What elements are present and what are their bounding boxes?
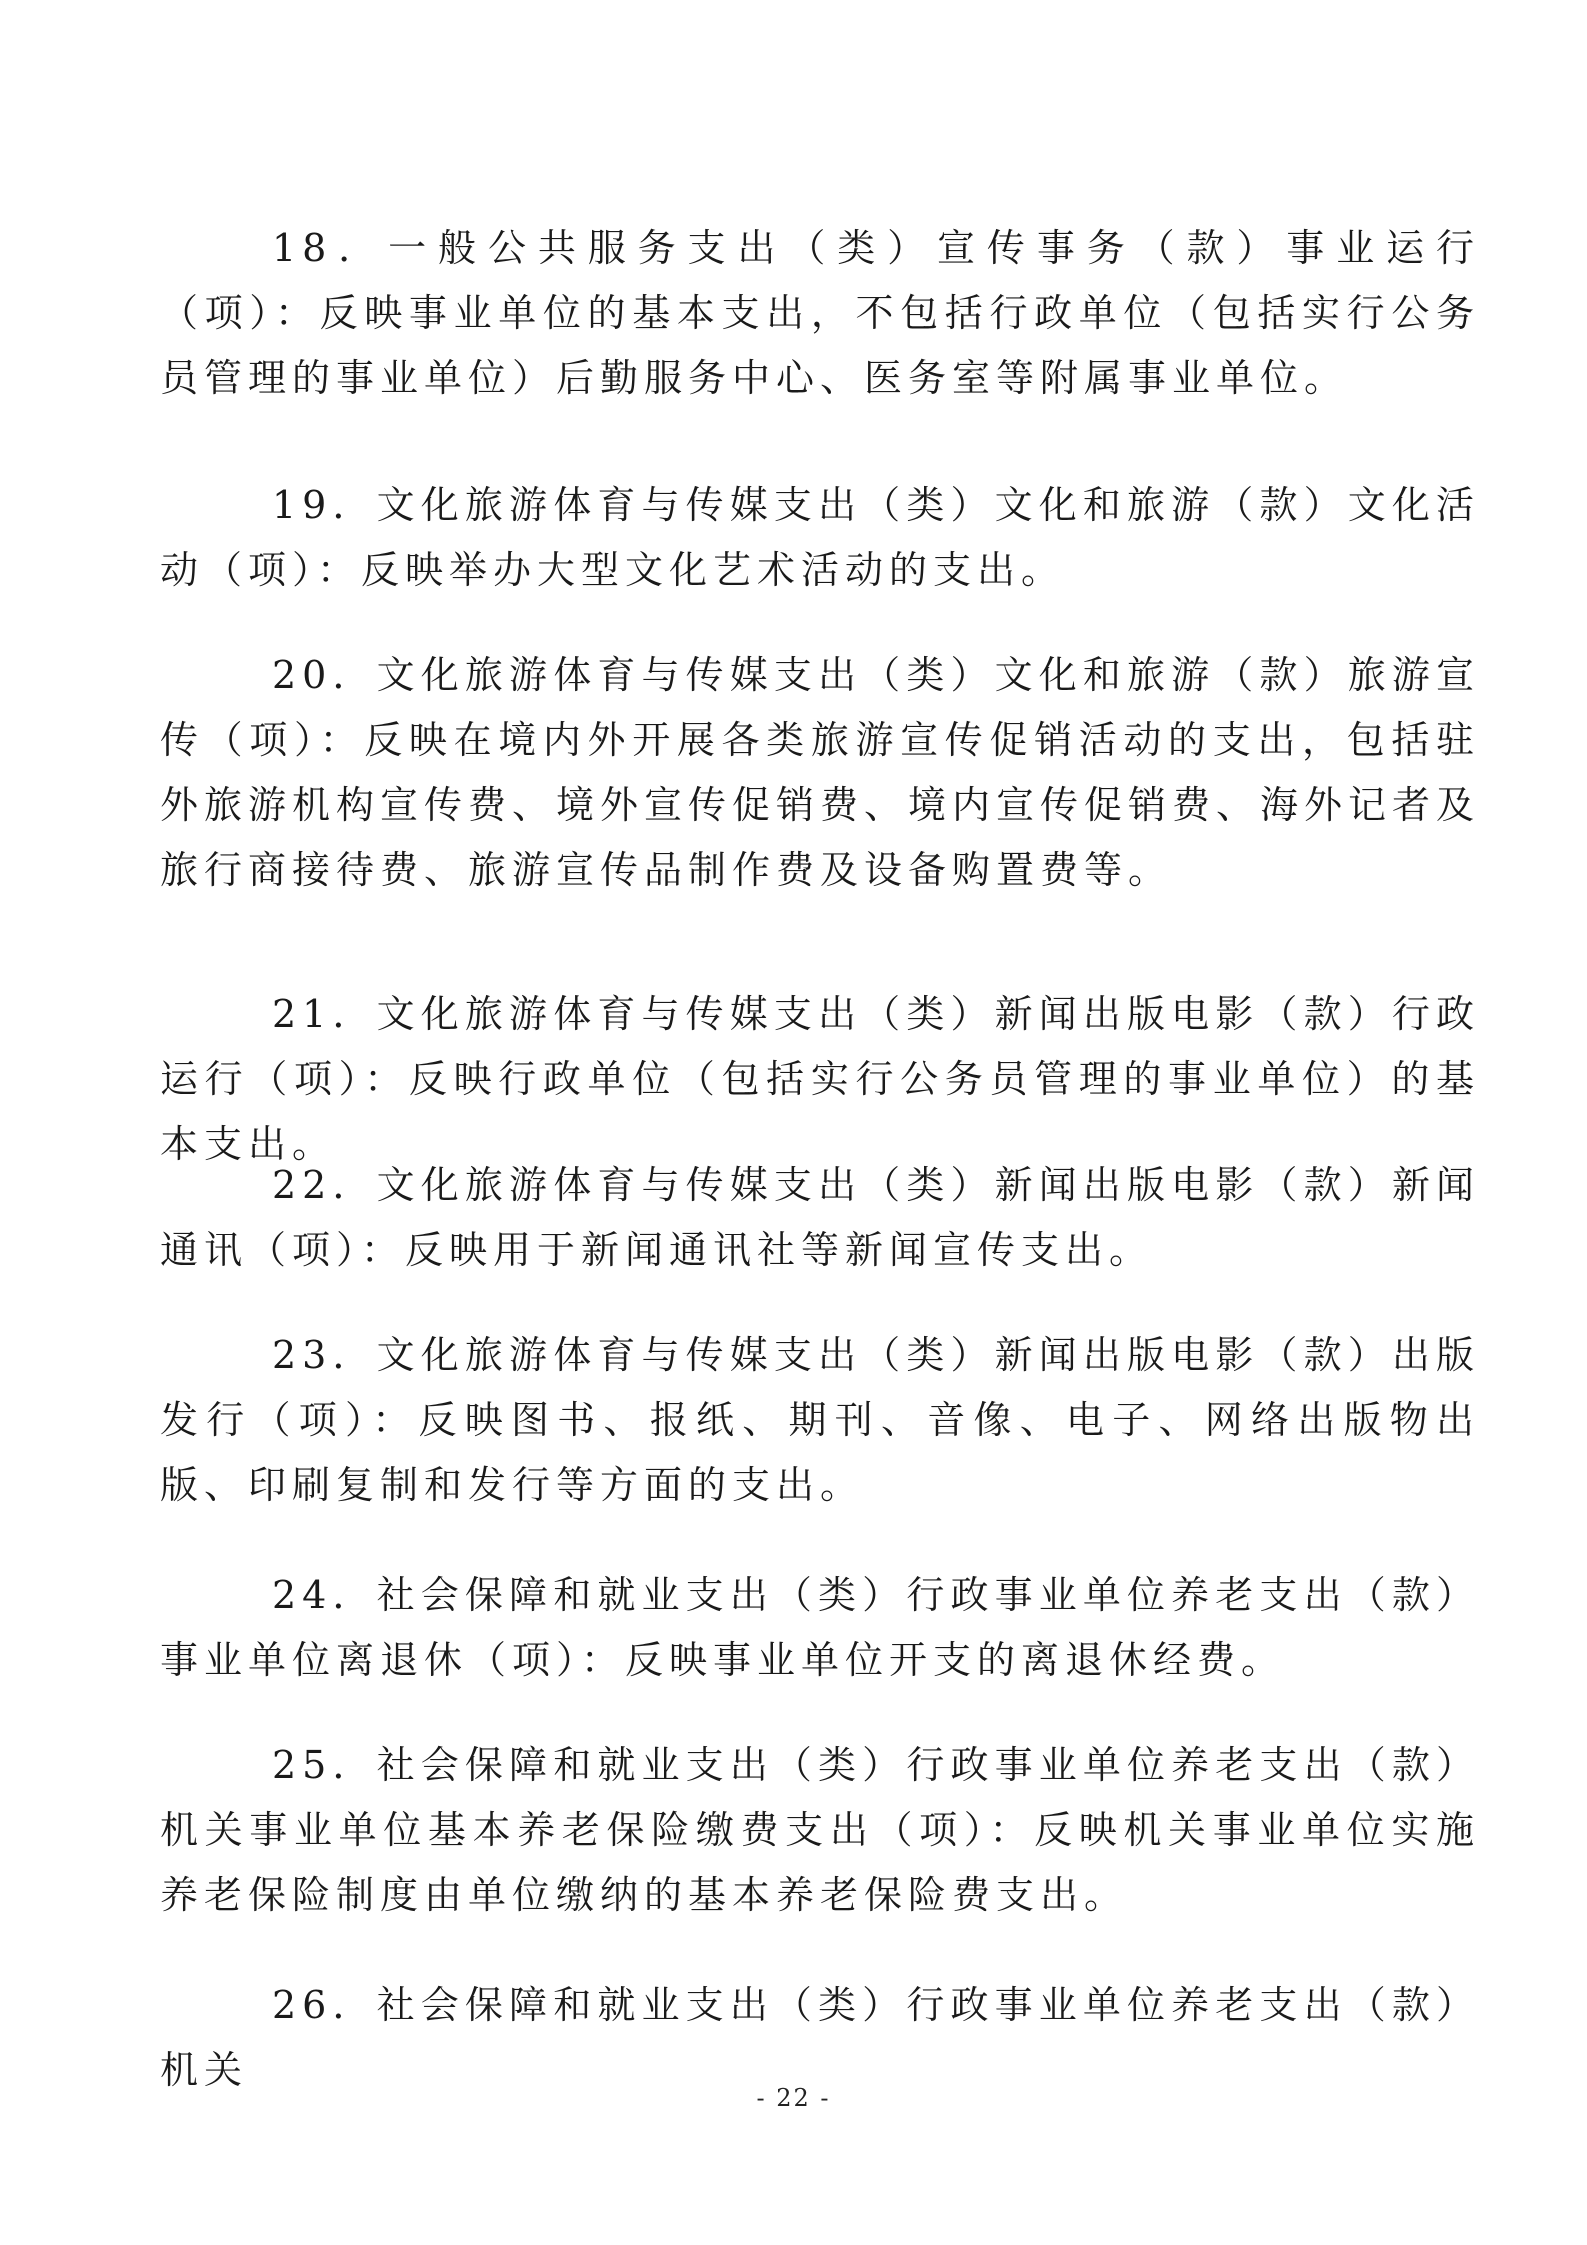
paragraph-20: 20．文化旅游体育与传媒支出（类）文化和旅游（款）旅游宣传（项）：反映在境内外开展各类旅游宣传促销活动的支出，包括驻外旅游机构宣传费、境外宣传促销费、境内宣传促销费、海外记者及旅行商接待费、旅游宣传品制作费及设备购置费等。	[160, 653, 1481, 892]
page-number: - 22 -	[756, 2084, 831, 2112]
paragraph-21: 21．文化旅游体育与传媒支出（类）新闻出版电影（款）行政运行（项）：反映行政单位（包括实行公务员管理的事业单位）的基本支出。	[160, 992, 1480, 1166]
paragraph-22: 22．文化旅游体育与传媒支出（类）新闻出版电影（款）新闻通讯（项）：反映用于新闻通讯社等新闻宣传支出。	[160, 1163, 1480, 1272]
paragraph-26: 26．社会保障和就业支出（类）行政事业单位养老支出（款）机关	[160, 1983, 1480, 2092]
paragraph-23: 23．文化旅游体育与传媒支出（类）新闻出版电影（款）出版发行（项）：反映图书、报纸、期刊、音像、电子、网络出版物出版、印刷复制和发行等方面的支出。	[160, 1333, 1480, 1507]
paragraph-18: 18．一般公共服务支出（类）宣传事务（款）事业运行（项）：反映事业单位的基本支出，不包括行政单位（包括实行公务 员管理的事业单位）后勤服务中心、医务室等附属事业单位。	[160, 226, 1480, 400]
paragraph-19: 19．文化旅游体育与传媒支出（类）文化和旅游（款）文化活动（项）：反映举办大型文化艺术活动的支出。	[160, 483, 1480, 592]
paragraph-24: 24．社会保障和就业支出（类）行政事业单位养老支出（款）事业单位离退休（项）：反映事业单位开支的离退休经费。	[160, 1573, 1480, 1682]
paragraph-25: 25．社会保障和就业支出（类）行政事业单位养老支出（款）机关事业单位基本养老保险缴费支出（项）：反映机关事业单位实施养老保险制度由单位缴纳的基本养老保险费支出。	[160, 1743, 1480, 1917]
